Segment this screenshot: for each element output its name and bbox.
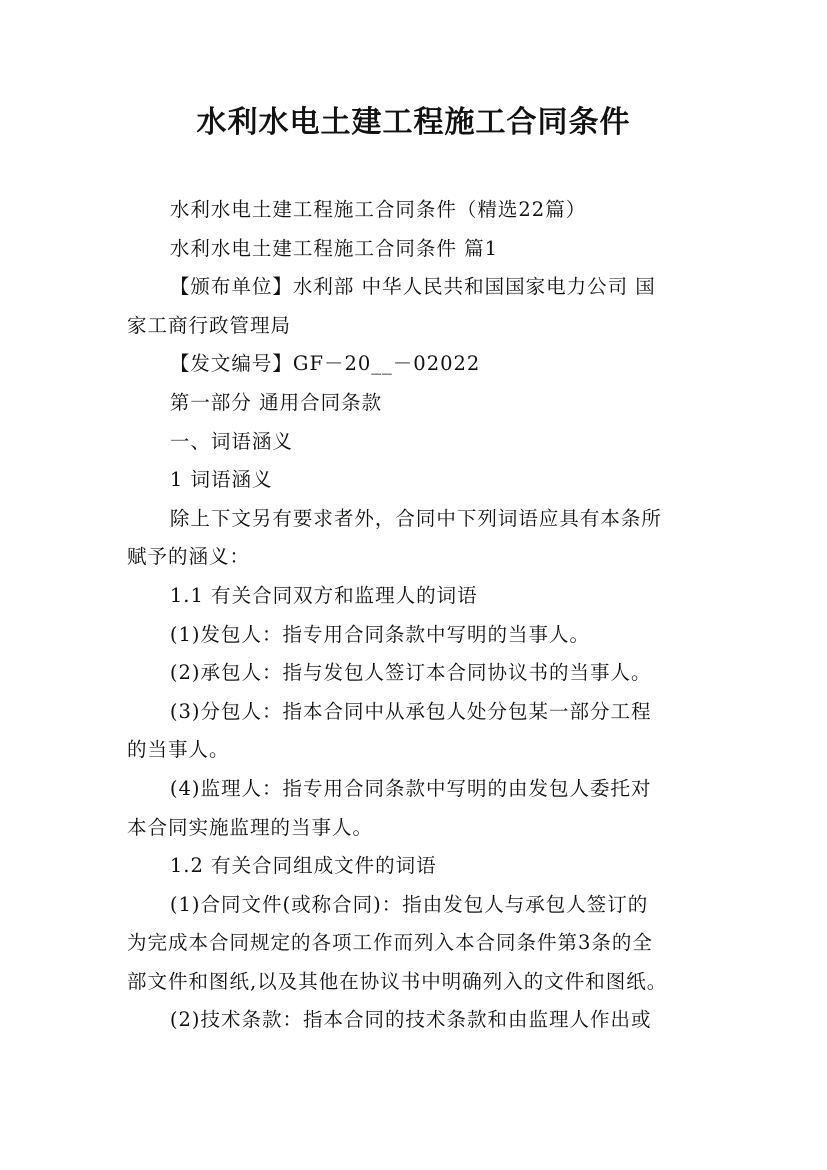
text-line: 水利水电土建工程施工合同条件 篇1 bbox=[169, 236, 498, 260]
text-line: (1)合同文件(或称合同)：指由发包人与承包人签订的 bbox=[169, 892, 649, 916]
paragraph-part-heading bbox=[127, 384, 703, 423]
paragraph-definition bbox=[127, 654, 703, 693]
paragraph-subclause-heading bbox=[127, 577, 703, 616]
text-line: 【发文编号】GF－20__－02022 bbox=[169, 352, 481, 376]
paragraph-definition bbox=[127, 616, 703, 655]
text-line: 水利水电土建工程施工合同条件（精选22篇） bbox=[169, 198, 587, 221]
text-line: 的当事人。 bbox=[127, 738, 230, 762]
text-line: 一、词语涵义 bbox=[169, 429, 293, 453]
paragraph-subtitle bbox=[127, 191, 703, 230]
text-line: (3)分包人：指本合同中从承包人处分包某一部分工程 bbox=[169, 699, 652, 723]
paragraph-definition bbox=[127, 886, 703, 1002]
document-body bbox=[127, 191, 703, 1040]
paragraph-section-heading bbox=[127, 423, 703, 462]
paragraph-body bbox=[127, 500, 703, 577]
paragraph-document-number bbox=[127, 345, 703, 384]
paragraph-subclause-heading bbox=[127, 847, 703, 886]
text-line: 【颁布单位】水利部 中华人民共和国国家电力公司 国 bbox=[169, 275, 656, 299]
text-line: (2)承包人：指与发包人签订本合同协议书的当事人。 bbox=[169, 661, 652, 685]
paragraph-definition bbox=[127, 1001, 703, 1040]
text-line: 本合同实施监理的当事人。 bbox=[127, 815, 374, 839]
text-line: 家工商行政管理局 bbox=[127, 313, 292, 337]
paragraph-definition bbox=[127, 770, 703, 847]
text-line: 为完成本合同规定的各项工作而列入本合同条件第3条的全 bbox=[127, 931, 653, 955]
paragraph-definition bbox=[127, 693, 703, 770]
text-line: (2)技术条款：指本合同的技术条款和由监理人作出或 bbox=[169, 1008, 652, 1032]
text-line: 1 词语涵义 bbox=[169, 468, 273, 492]
text-line: (4)监理人：指专用合同条款中写明的由发包人委托对 bbox=[169, 776, 652, 800]
text-line: 部文件和图纸,以及其他在协议书中明确列入的文件和图纸。 bbox=[127, 969, 668, 993]
document-title: 水利水电土建工程施工合同条件 bbox=[196, 105, 631, 140]
text-line: 第一部分 通用合同条款 bbox=[169, 390, 383, 414]
paragraph-clause-heading bbox=[127, 461, 703, 500]
text-line: 除上下文另有要求者外，合同中下列词语应具有本条所 bbox=[169, 506, 662, 530]
text-line: (1)发包人：指专用合同条款中写明的当事人。 bbox=[169, 622, 591, 646]
text-line: 1.1 有关合同双方和监理人的词语 bbox=[169, 583, 478, 607]
paragraph-article-heading bbox=[127, 230, 703, 269]
text-line: 1.2 有关合同组成文件的词语 bbox=[169, 854, 437, 878]
paragraph-issuing-unit bbox=[127, 268, 703, 345]
text-line: 赋予的涵义： bbox=[127, 545, 251, 569]
